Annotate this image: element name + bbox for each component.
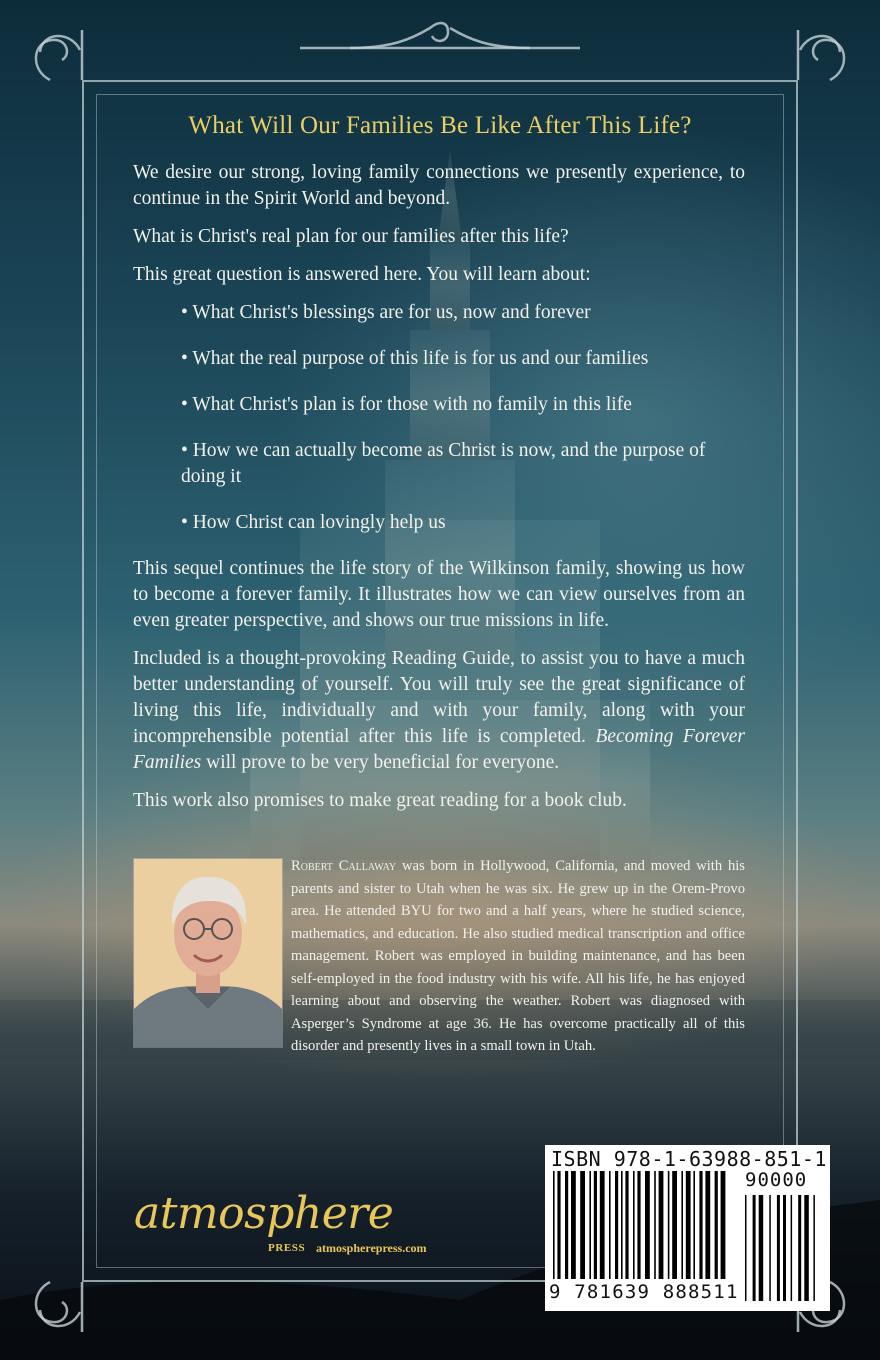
publisher-url: atmospherepress.com (316, 1241, 427, 1255)
bullet-item: • What Christ's plan is for those with no family in this life (181, 394, 632, 415)
publisher-press: PRESS (268, 1242, 306, 1254)
addon-bar (777, 1195, 780, 1301)
addon-bar (798, 1195, 801, 1301)
barcode-bar (557, 1171, 560, 1279)
addon-bar (783, 1195, 786, 1301)
barcode-bar (654, 1171, 656, 1279)
addon-bar (753, 1195, 756, 1301)
barcode-bar (659, 1171, 664, 1279)
barcode-bar (565, 1171, 568, 1279)
bullet-item: • How Christ can lovingly help us (181, 512, 446, 533)
barcode-bar (621, 1171, 623, 1279)
sequel-paragraph: This sequel continues the life story of the Wilkinson family, showing us how to become a forever family. It illustrates how we can view ourselves from an even greater perspective, and shows our true missions in life. (133, 558, 745, 631)
book-title: Becoming Forever Families (133, 726, 746, 773)
reading-guide-text-end: will prove to be very beneficial for everyone. (201, 752, 560, 773)
barcode-bar (637, 1171, 640, 1279)
bullet-item: • What Christ's blessings are for us, now and forever (181, 302, 591, 323)
publisher-logo (134, 1188, 427, 1268)
reading-guide-paragraph (133, 646, 745, 776)
barcode-bar (571, 1171, 576, 1279)
corner-scroll-top-left-icon (36, 30, 82, 80)
barcode-bar (715, 1171, 718, 1279)
barcode-bar (609, 1171, 611, 1279)
isbn-barcode (545, 1145, 830, 1311)
author-bio (133, 855, 745, 1058)
author-photo (133, 858, 283, 1048)
author-bio-text: was born in Hollywood, California, and moved with his parents and sister to Utah when he was six. He grew up in the Orem-Provo area. He attended BYU for two and a half years, where he studied science, mathematics, and education. He also studied medical transcription and office management. Robert was employed in building maintenance, and has been self-employed in the food industry with his wife. All his life, he has enjoyed learning about and observing the weather. Robert was diagnosed with Asperger’s Syndrome at age 36. He has overcome practically all of this disorder and presently lives in a small town in Utah. (291, 858, 745, 1054)
barcode-bar (600, 1171, 605, 1279)
addon-bar (759, 1195, 764, 1301)
barcode-bar (645, 1171, 650, 1279)
barcode-bar (633, 1171, 635, 1279)
barcode-bar (625, 1171, 628, 1279)
corner-scroll-bottom-left-icon (36, 1282, 82, 1332)
question-paragraph: What is Christ's real plan for our families after this life? (133, 226, 569, 247)
barcode-bar (672, 1171, 677, 1279)
intro-paragraph: We desire our strong, loving family connections we presently experience, to continue in the Spirit World and beyond. (133, 162, 745, 209)
addon-bar (804, 1195, 809, 1301)
book-club-paragraph: This work also promises to make great reading for a book club. (133, 790, 627, 811)
description (133, 160, 745, 826)
addon-bar (745, 1195, 747, 1301)
barcode-bar (681, 1171, 683, 1279)
barcode-bar (693, 1171, 695, 1279)
barcode-bar (668, 1171, 670, 1279)
barcode-bar (686, 1171, 691, 1279)
headline: What Will Our Families Be Like After This Life? (188, 112, 692, 139)
reading-guide-text: Included is a thought-provoking Reading Guide, to assist you to have a much better understanding of yourself. You will truly see the great significance of living this life, individually and with your family, along with your incomprehensible potential after this life is completed. (133, 648, 745, 747)
author-name: Robert Callaway (291, 858, 397, 874)
corner-scroll-top-right-icon (798, 30, 844, 80)
barcode-bar (699, 1171, 702, 1279)
barcode-bar (721, 1171, 726, 1279)
barcode-bar (615, 1171, 618, 1279)
publisher-logo-word: atmosphere (134, 1188, 394, 1239)
learn-about-paragraph: This great question is answered here. You will learn about: (133, 264, 591, 285)
ean-digits: 9 781639 888511 (549, 1281, 739, 1303)
bullet-item: • How we can actually become as Christ is now, and the purpose of doing it (181, 440, 706, 487)
bullet-item: • What the real purpose of this life is for us and our families (181, 348, 649, 369)
bullet-list (133, 300, 745, 536)
addon-bar (769, 1195, 771, 1301)
price-code: 90000 (745, 1169, 808, 1191)
addon-bar (791, 1195, 793, 1301)
barcode-bar (580, 1171, 585, 1279)
addon-bar (813, 1195, 815, 1301)
isbn-label: ISBN 978-1-63988-851-1 (551, 1147, 827, 1171)
barcode-bar (553, 1171, 555, 1279)
barcode-bar (589, 1171, 591, 1279)
barcode-bar (594, 1171, 597, 1279)
top-center-flourish-icon (300, 23, 580, 48)
barcode-bar (705, 1171, 710, 1279)
